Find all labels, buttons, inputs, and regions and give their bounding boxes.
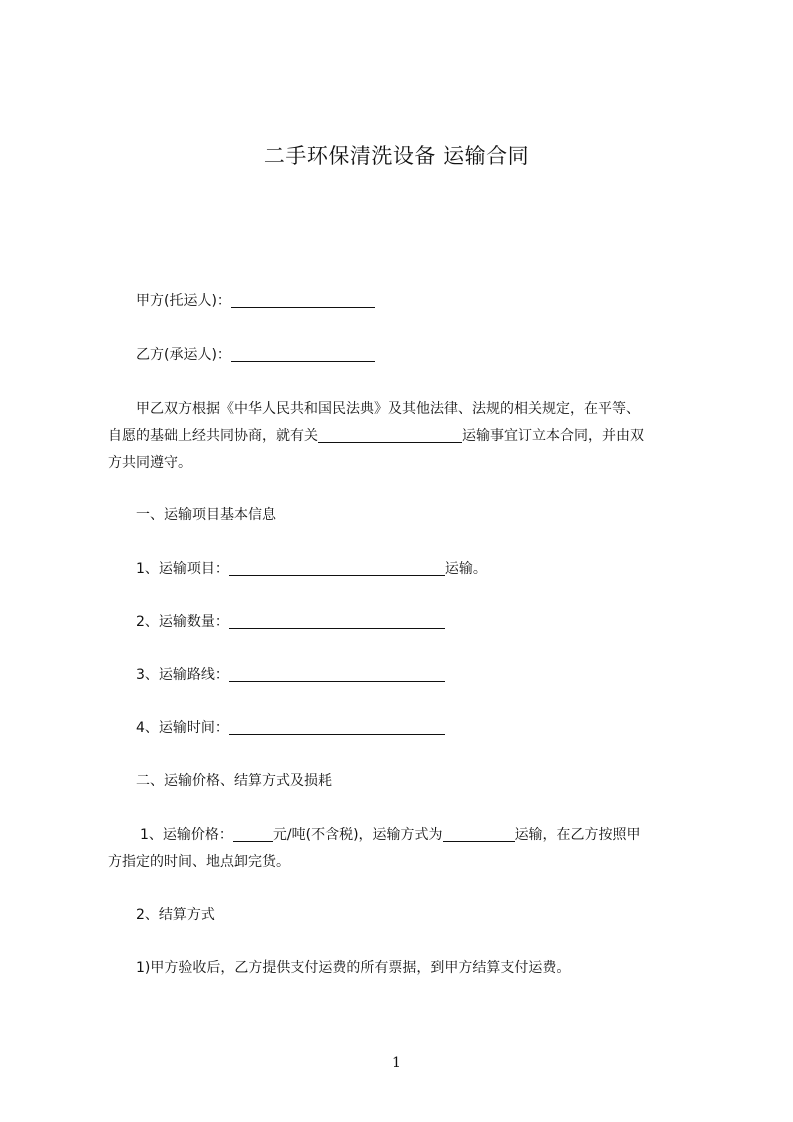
preamble-line-2-pre: 自愿的基础上经共同协商，就有关 bbox=[108, 428, 318, 444]
party-a-blank bbox=[231, 293, 375, 308]
item-project-label: 1、运输项目： bbox=[136, 561, 229, 577]
party-b-line bbox=[136, 346, 375, 364]
preamble-line-3: 方共同遵守。 bbox=[108, 455, 192, 471]
transport-mode-blank bbox=[443, 827, 515, 842]
item-route bbox=[136, 666, 445, 684]
section1-heading: 一、运输项目基本信息 bbox=[136, 507, 276, 523]
page-number: 1 bbox=[392, 1055, 401, 1071]
preamble-line-2 bbox=[108, 427, 644, 445]
party-a-label: 甲方(托运人)： bbox=[136, 293, 231, 309]
section2-heading: 二、运输价格、结算方式及损耗 bbox=[136, 773, 332, 789]
price-line-1 bbox=[140, 826, 641, 844]
price-line-2: 方指定的时间、地点卸完货。 bbox=[108, 854, 290, 870]
party-b-blank bbox=[231, 347, 375, 362]
price-mid: 元/吨(不含税)，运输方式为 bbox=[272, 827, 443, 843]
settlement-item-1: 1)甲方验收后，乙方提供支付运费的所有票据，到甲方结算支付运费。 bbox=[136, 960, 571, 976]
item-time bbox=[136, 719, 445, 737]
preamble-line-2-post: 运输事宜订立本合同，并由双 bbox=[462, 428, 644, 444]
party-b-label: 乙方(承运人)： bbox=[136, 347, 231, 363]
item-quantity-blank bbox=[229, 614, 445, 629]
subject-blank bbox=[318, 428, 462, 443]
item-quantity bbox=[136, 613, 445, 631]
item-route-blank bbox=[229, 667, 445, 682]
price-tail: 运输，在乙方按照甲 bbox=[514, 827, 641, 843]
item-time-blank bbox=[229, 720, 445, 735]
item-project-suffix: 运输。 bbox=[444, 561, 487, 577]
price-blank bbox=[233, 827, 273, 842]
item-route-label: 3、运输路线： bbox=[136, 667, 229, 683]
settlement-heading: 2、结算方式 bbox=[136, 907, 215, 923]
document-title: 二手环保清洗设备 运输合同 bbox=[263, 144, 530, 168]
item-project bbox=[136, 560, 487, 578]
item-time-label: 4、运输时间： bbox=[136, 720, 229, 736]
item-quantity-label: 2、运输数量： bbox=[136, 614, 229, 630]
preamble-line-1: 甲乙双方根据《中华人民共和国民法典》及其他法律、法规的相关规定，在平等、 bbox=[136, 401, 640, 417]
item-project-blank bbox=[229, 561, 445, 576]
price-label: 1、运输价格： bbox=[140, 827, 233, 843]
party-a-line bbox=[136, 292, 375, 310]
